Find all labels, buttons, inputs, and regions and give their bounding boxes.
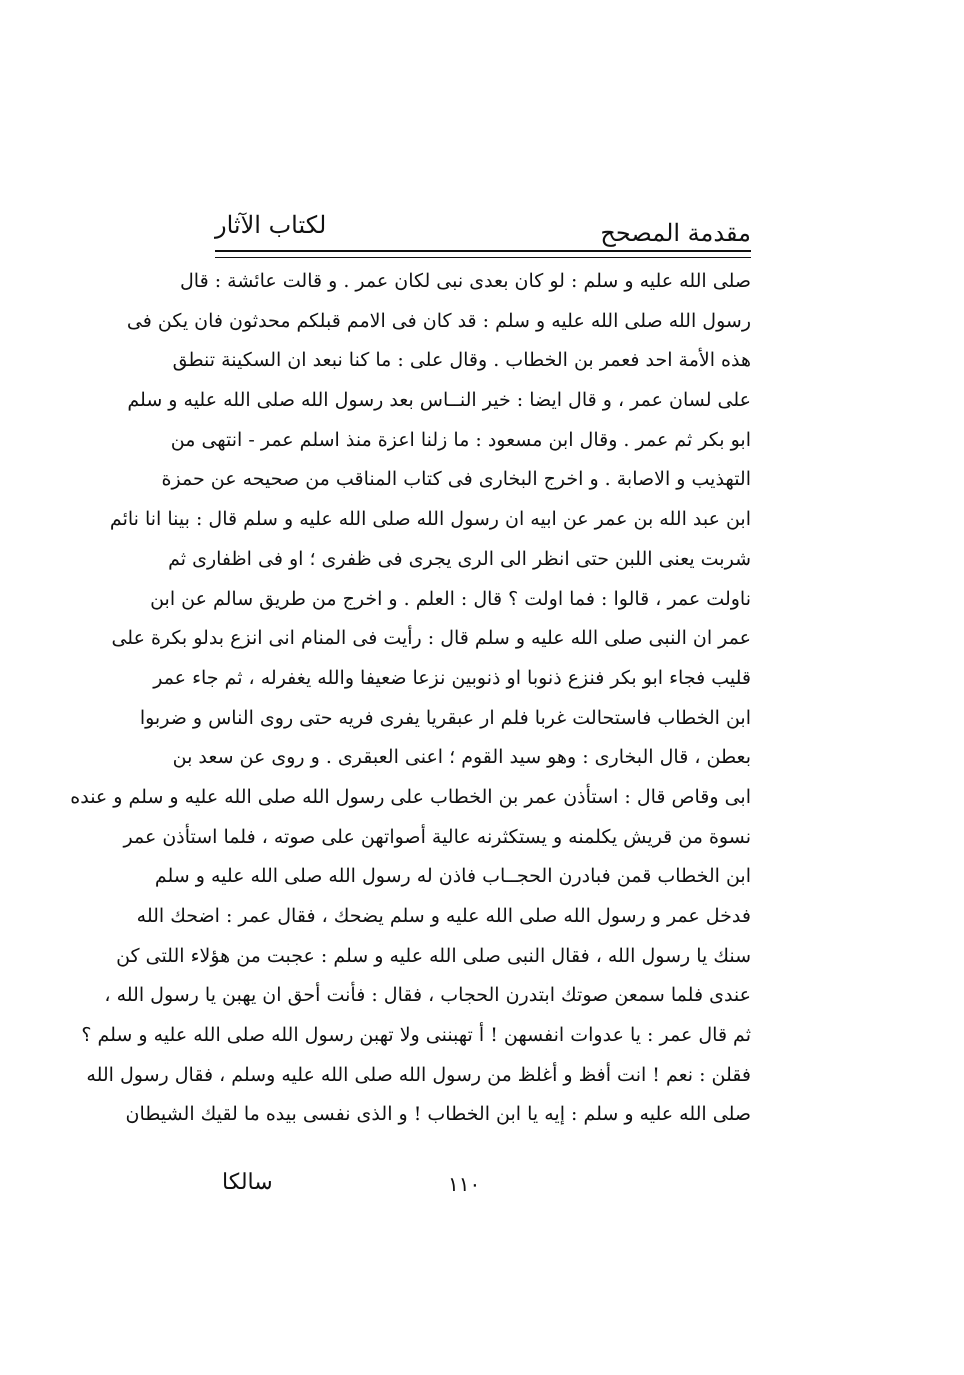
text-line: هذه الأمة احد فعمر بن الخطاب . وقال على : ما كنا نبعد ان السكينة تنطق <box>172 349 751 372</box>
text-line: فقلن : نعم ! انت أفظ و أغلظ من رسول الله صلى الله عليه وسلم ، فقال رسول الله <box>86 1063 751 1086</box>
header-rule-thick <box>215 250 751 252</box>
text-line: فدخل عمر و رسول الله صلى الله عليه و سلم يضحك ، فقال عمر : اضحك الله <box>136 905 751 927</box>
text-line: ابن عبد الله بن عمر عن ابيه ان رسول الله صلى الله عليه و سلم قال : بينا انا نائم <box>109 508 751 531</box>
text-line: صلى الله عليه و سلم : لو كان بعدى نبى لكان عمر . و قالت عائشة : قال <box>180 270 751 292</box>
text-line: ابو بكر ثم عمر . وقال ابن مسعود : ما زلنا اعزة منذ اسلم عمر - انتهى من <box>170 428 751 451</box>
text-line: عندى فلما سمعن صوتك ابتدرن الحجاب ، فقال : فأنت أحق ان يهبن يا رسول الله ، <box>104 984 751 1007</box>
page-number: ١١٠ <box>448 1172 481 1196</box>
text-line: ابى وقاص قال : استأذن عمر بن الخطاب على رسول الله صلى الله عليه و سلم و عنده <box>70 785 751 808</box>
text-line: بعطن ، قال البخارى : وهو سيد القوم ؛ اعنى العبقرى . و روى عن سعد بن <box>172 746 751 769</box>
catchword: سالكا <box>222 1170 273 1195</box>
text-line: صلى الله عليه و سلم : إيه يا ابن الخطاب ! و الذى نفسى بيده ما لقيك الشيطان <box>125 1103 751 1126</box>
body-text <box>70 262 751 1135</box>
text-line: ابن الخطاب قمن فبادرن الحجــاب فاذن له رسول الله صلى الله عليه و سلم <box>154 865 751 888</box>
text-line: رسول الله صلى الله عليه و سلم : قد كان فى الامم قبلكم محدثون فان يكن فى <box>126 309 751 332</box>
running-header <box>215 205 751 249</box>
text-line: ابن الخطاب فاستحالت غربا فلم ار عبقريا يفرى فريه حتى روى الناس و ضربوا <box>139 706 751 729</box>
text-line: عمر ان النبى صلى الله عليه و سلم قال : رأيت فى المنام انى انزع بدلو بكرة على <box>111 627 751 650</box>
text-line: شربت يعنى اللبن حتى انظر الى الرى يجرى فى ظفرى ؛ او فى اظفارى ثم <box>168 547 751 570</box>
text-line: نسوة من قريش يكلمنه و يستكثرنه عالية أصواتهن على صوته ، فلما استأذن عمر <box>123 825 751 848</box>
text-line: ثم قال عمر : يا عدوات انفسهن ! أ تهبننى ولا تهبن رسول الله صلى الله عليه و سلم ؟ <box>81 1024 751 1047</box>
text-line: التهذيب و الاصابة . و اخرج البخارى فى كتاب المناقب من صحيحه عن حمزة <box>161 468 751 491</box>
section-title: مقدمة المصحح <box>600 219 751 247</box>
text-line: سنك يا رسول الله ، فقال النبى صلى الله عليه و سلم : عجبت من هؤلاء اللتى كن <box>116 944 751 967</box>
header-rule-thin <box>215 257 751 258</box>
text-line: قليب فجاء ابو بكر فنزع ذنوبا او ذنوبين نزعا ضعيفا والله يغفرله ، ثم جاء عمر <box>153 666 751 689</box>
text-line: ناولت عمر ، قالوا : فما اولت ؟ قال : العلم . و اخرج من طريق سالم عن ابن <box>150 587 751 610</box>
text-line: على لسان عمر ، و قال ايضا : خير النــاس بعد رسول الله صلى الله عليه و سلم <box>127 389 751 412</box>
book-title: لكتاب الآثار <box>215 211 327 239</box>
